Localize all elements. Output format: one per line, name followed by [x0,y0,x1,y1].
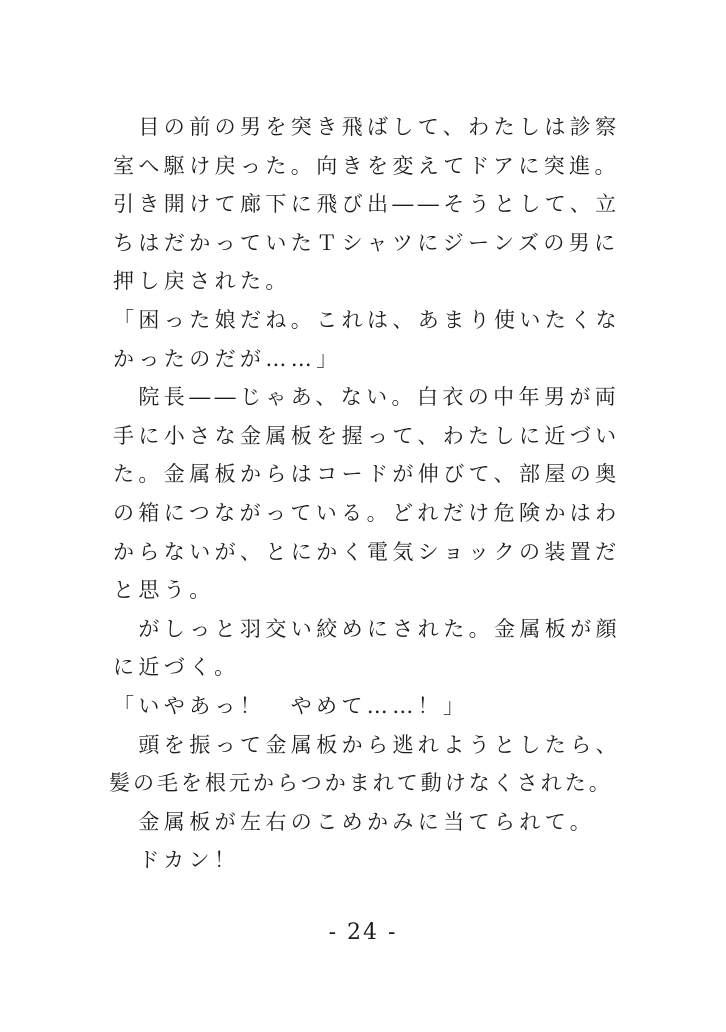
text-line: 手に小さな金属板を握って、わたしに近づい [113,423,621,448]
text-line: に近づく。 [113,655,240,680]
text-line: からないが、とにかく電気ショックの装置だ [113,539,621,564]
text-line: 引き開けて廊下に飛び出――そうとして、立 [113,192,621,217]
text-line: 金属板が左右のこめかみに当てられて。 [113,809,596,834]
text-line: 室へ駆け戻った。向きを変えてドアに突進。 [113,153,620,178]
text-line: 頭を振って金属板から逃れようとしたら、 [113,732,621,757]
text-line: ドカン！ [113,848,240,873]
text-line: の箱につながっている。どれだけ危険かはわ [113,500,621,525]
text-line: かったのだが……」 [113,346,342,371]
text-line: と思う。 [113,578,215,603]
text-line: た。金属板からはコードが伸びて、部屋の奥 [113,462,621,487]
page-number: - 24 - [328,920,398,945]
body-text [109,108,658,880]
text-line: 髪の毛を根元からつかまれて動けなくされた。 [109,771,613,796]
text-line: ちはだかっていたＴシャツにジーンズの男に [113,230,620,255]
text-line: 院長――じゃあ、ない。白衣の中年男が両 [113,385,621,410]
text-line: 目の前の男を突き飛ばして、わたしは診察 [113,115,621,139]
text-line: 押し戻された。 [113,269,291,294]
text-line: 「困った娘だね。これは、あまり使いたくな [113,307,621,332]
text-line: 「いやあっ！ やめて……！」 [113,693,469,718]
text-line: がしっと羽交い絞めにされた。金属板が顔 [113,616,621,641]
